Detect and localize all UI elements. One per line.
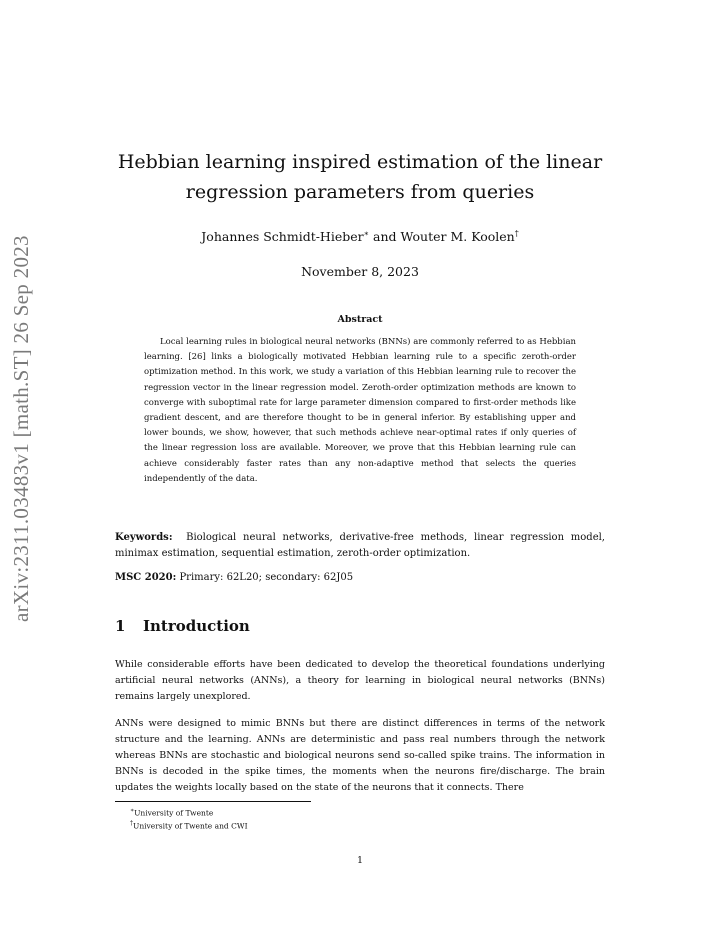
affiliation-mark: ∗ xyxy=(363,229,370,238)
msc-label: MSC 2020: xyxy=(115,572,177,583)
publication-date: November 8, 2023 xyxy=(301,264,419,279)
paper-title: Hebbian learning inspired estimation of the linear regression parameters from queries xyxy=(117,151,603,203)
msc-classification xyxy=(115,571,605,585)
footnote-text: University of Twente xyxy=(134,808,214,818)
section-heading xyxy=(115,617,250,635)
keywords-text: Biological neural networks, derivative-free methods, linear regression model, minimax estimation, sequential estimation, zeroth-order optimization. xyxy=(115,532,605,559)
affiliation-mark: † xyxy=(514,229,519,238)
keywords xyxy=(115,530,605,562)
section-number: 1 xyxy=(115,617,126,635)
keywords-label: Keywords: xyxy=(115,532,173,543)
footnote-mark: ∗ xyxy=(130,807,135,814)
section-title: Introduction xyxy=(143,617,250,635)
body-paragraph: While considerable efforts have been dedicated to develop the theoretical foundations underlying artificial neural networks (ANNs), a theory for learning in biological neural networks (BNNs) remains largely unexplored. xyxy=(115,659,605,702)
abstract-text: Local learning rules in biological neural networks (BNNs) are commonly referred to as Hebbian learning. [26] links a biologically motivated Hebbian learning rule to a specific zeroth-order optimization method. In this work, we study a variation of this Hebbian learning rule to recover the regression vector in the linear regression model. Zeroth-order optimization methods are known to converge with suboptimal rate for large parameter dimension compared to first-order methods like gradient descent, and are therefore thought to be in general inferior. By establishing upper and lower bounds, we show, however, that such methods achieve near-optimal rates if only queries of the linear regression loss are available. Moreover, we prove that this Hebbian learning rule can achieve considerably faster rates than any non-adaptive method that selects the queries independently of the data. xyxy=(144,337,576,484)
author-name: Wouter M. Koolen xyxy=(400,229,515,245)
author-line xyxy=(100,229,620,244)
page-number: 1 xyxy=(356,855,364,866)
footnote-mark: † xyxy=(130,820,133,827)
footnote-rule xyxy=(115,801,311,802)
author-name: Johannes Schmidt-Hieber xyxy=(201,229,364,245)
body-paragraph: ANNs were designed to mimic BNNs but there are distinct differences in terms of the network structure and the learning. ANNs are deterministic and pass real numbers through the network whereas BNNs are stochastic and biological neurons send so-called spike trains. The information in BNNs is decoded in the spike times, the moments when the neurons fire/discharge. The brain updates the weights locally based on the state of the neurons that it connects. There xyxy=(115,718,605,793)
arxiv-identifier-stamp: arXiv:2311.03483v1 [math.ST] 26 Sep 2023 xyxy=(9,235,33,622)
author-conjunction: and xyxy=(369,229,401,245)
abstract-heading: Abstract xyxy=(337,314,383,325)
footnote xyxy=(130,818,248,833)
msc-text: Primary: 62L20; secondary: 62J05 xyxy=(179,572,354,583)
footnote-text: University of Twente and CWI xyxy=(133,821,248,831)
